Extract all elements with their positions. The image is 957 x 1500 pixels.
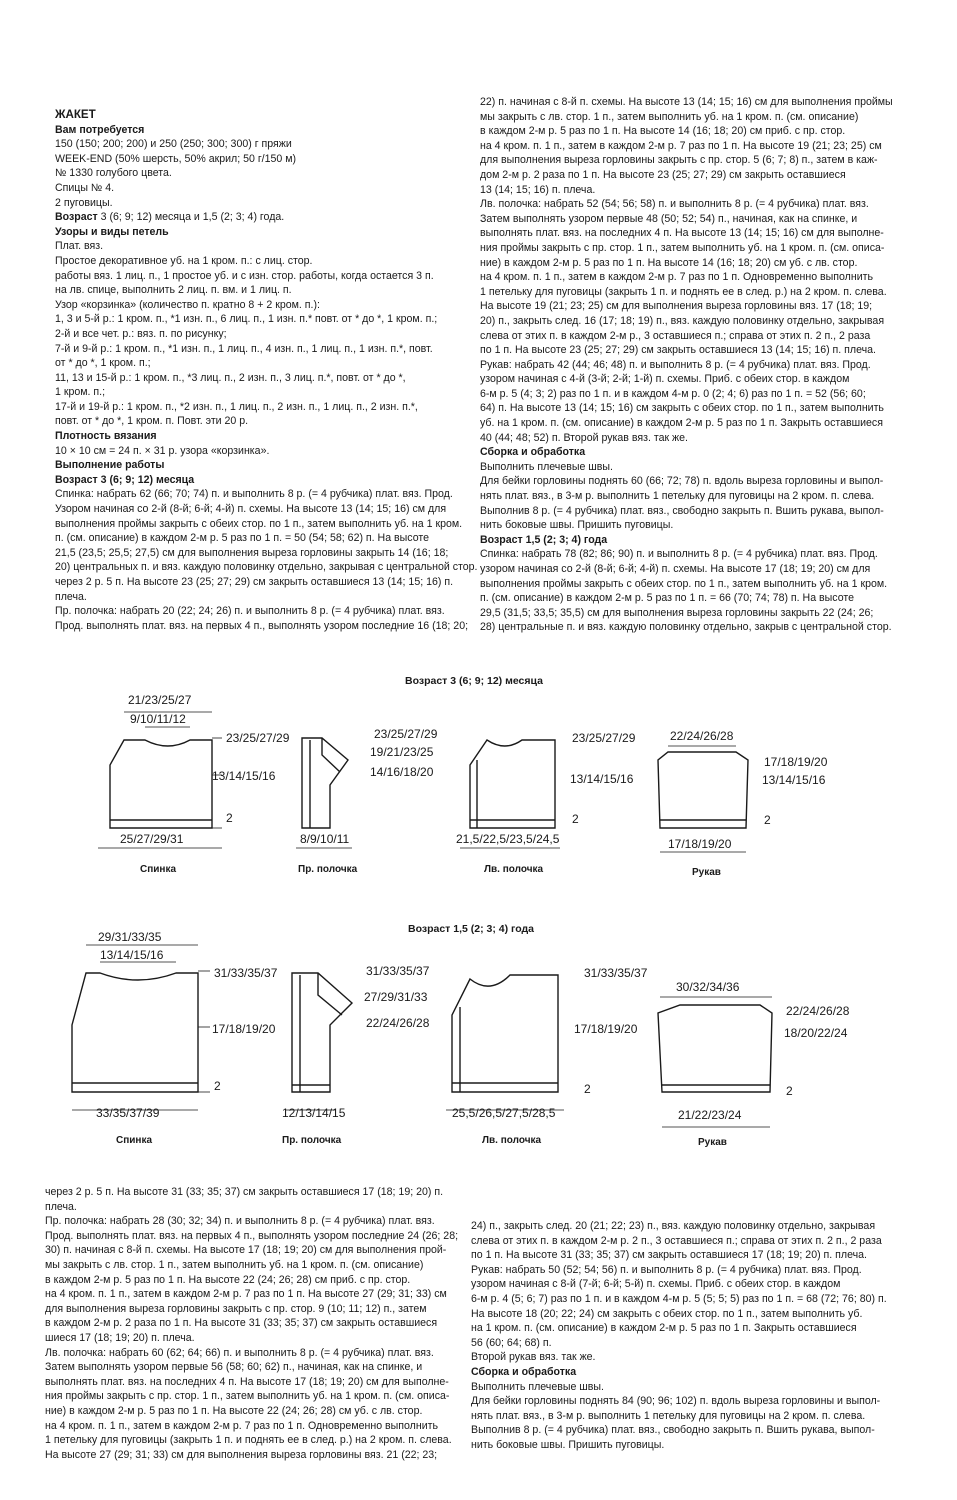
back-outline [72,973,198,1092]
right-front-armhole-label: 14/16/18/20 [370,765,434,779]
text-line: слева от этих п. в каждом 2-м р. 2 п., 3 оставшиеся п.; справа от этих п. 2 п., 2 раза [471,1234,882,1247]
text-line: Плотность вязания [55,430,157,443]
text-line: по 1 п. На высоте 31 (33; 35; 37) см закрыть оставшиеся 17 (18; 19; 20) п. плеча. [471,1249,867,1262]
text-line: Для бейки горловины поднять 60 (66; 72; 78) п. вдоль выреза горловины и выпол- [480,475,884,488]
text-line: 2 пуговицы. [55,196,113,209]
sleeve-cap-label: 13/14/15/16 [762,773,826,787]
text-line: Прод. выполнять плат. вяз. на первых 4 п., выполнять узором последние 16 (18; 20; [55,619,469,632]
text-line: Для бейки горловины поднять 84 (90; 96; 102) п. вдоль выреза горловины и выпол- [471,1395,881,1408]
text-line: плеча. [45,1200,77,1213]
diagram-a-title: Возраст 3 (6; 9; 12) месяца [405,675,543,687]
text-line: Возраст 3 (6; 9; 12) месяца [55,473,195,486]
sleeve-outline [658,1005,772,1092]
text-line: нить боковые швы. Пришить пуговицы. [480,519,674,532]
text-line: повт. от * до *, 1 кром. п. Повт. эти 20 р. [55,415,249,428]
left-front-armhole-label: 17/18/19/20 [574,1022,638,1036]
sleeve-top-label: 22/24/26/28 [670,729,734,743]
text-line: выполнения проймы закрыть с обеих стор. по 1 п., затем выполнить уб. на 1 кром. [55,517,463,530]
text-line: ние) в каждом 2-м р. 5 раз по 1 п. На высоте 14 (16; 18; 20) см уб. с лв. стор. [480,256,858,269]
back-width-label: 33/35/37/39 [96,1106,160,1120]
back-caption: Спинка [140,864,177,875]
text-column-right-bottom [471,1219,887,1453]
text-line: от * до *, 1 кром. п.; [55,357,151,370]
right-front-width-label: 12/13/14/15 [282,1106,346,1120]
sleeve-caption: Рукав [692,867,721,878]
text-line: по 1 п. На высоте 23 (25; 27; 29) см закрыть оставшиеся 13 (14; 15; 16) п. плеча. [480,344,876,357]
text-line: Прод. выполнять плат. вяз. на первых 4 п., выполнять узором последние 24 (26; 28; [45,1229,459,1242]
right-front-armhole-label: 22/24/26/28 [366,1016,430,1030]
text-line: Спинка: набрать 62 (66; 70; 74) п. и выполнить 8 р. (= 4 рубчика) плат. вяз. Прод. [55,488,453,501]
text-line: в каждом 2-м р. 5 раз по 1 п. На высоте 22 (24; 26; 28) см приб. с пр. стор. [45,1273,411,1286]
text-line: дом 2-м р. 2 раза по 1 п. На высоте 23 (25; 27; 29) см закрыть оставшиеся [480,168,846,181]
left-front-caption: Лв. полочка [482,1135,542,1146]
text-line: выполнения проймы закрыть с обеих стор. по 1 п., затем выполнить уб. на 1 кром. [480,577,888,590]
text-line: на 4 кром. п. 1 п., затем в каждом 2-м р. 7 раз по 1 п. На высоте 27 (29; 31; 33) см [45,1288,447,1301]
left-front-band-label: 2 [584,1082,591,1096]
left-front-outline [452,975,558,1092]
sleeve-height-label: 22/24/26/28 [786,1004,850,1018]
left-front-height-label: 23/25/27/29 [572,731,636,745]
sleeve-caption: Рукав [698,1137,727,1148]
right-front-caption: Пр. полочка [282,1135,342,1146]
text-line: для выполнения выреза горловины закрыть с пр. стор. 9 (10; 11; 12) п., затем [45,1302,427,1315]
text-line: плеча. [55,590,87,603]
text-line: 17-й и 19-й р.: 1 кром. п., *2 изн. п., 1 лиц. п., 2 изн. п., 1 лиц. п., 2 изн. п.*, [55,400,418,413]
text-line: 24) п., закрыть след. 20 (21; 22; 23) п., вяз. каждую половинку отдельно, закрывая [471,1220,876,1232]
text-line: Сборка и обработка [471,1365,577,1378]
text-line: 150 (150; 200; 200) и 250 (250; 300; 300) г пряжи [55,138,292,151]
right-front-height-label: 23/25/27/29 [374,727,438,741]
left-front-width-label: 25,5/26,5/27,5/28,5 [452,1106,556,1120]
text-line: мы закрыть с лв. стор. 1 п., затем выполнить уб. на 1 кром. п. (см. описание) [480,110,859,123]
sleeve-width-label: 21/22/23/24 [678,1108,742,1122]
text-line: 1, 3 и 5-й р.: 1 кром. п., *1 изн. п., 6 лиц. п., 1 изн. п.* повт. от * до *, 1 кром. п.; [55,313,438,326]
text-line: 6-м р. 4 (5; 6; 7) раз по 1 п. и в каждом 4-м р. 5 (5; 5; 5) раз по 1 п. = 68 (72; 76; 80) п. [471,1292,887,1305]
back-neck-label: 13/14/15/16 [100,948,164,962]
text-line: Рукав: набрать 42 (44; 46; 48) п. и выполнить 8 р. (= 4 рубчика) плат. вяз. Прод. [480,358,871,371]
sleeve-band-label: 2 [786,1084,793,1098]
back-height-label: 23/25/27/29 [226,731,290,745]
text-line: ние) в каждом 2-м р. 5 раз по 1 п. На высоте 22 (24; 26; 28) см уб. с лв. стор. [45,1404,423,1417]
text-line: WEEK-END (50% шерсть, 50% акрил; 50 г/150 м) [55,152,297,165]
text-line: Лв. полочка: набрать 52 (54; 56; 58) п. и выполнить 8 р. (= 4 рубчика) плат. вяз. [480,198,869,211]
text-line: 2-й и все чет. р.: вяз. п. по рисунку; [55,327,227,340]
text-line: через 2 р. 5 п. На высоте 23 (25; 27; 29) см закрыть оставшиеся 13 (14; 15; 16) п. [55,576,454,588]
back-band-label: 2 [214,1079,221,1093]
back-width-label: 25/27/29/31 [120,832,184,846]
text-line: 1 кром. п.; [55,386,106,399]
text-column-left-top [55,108,478,633]
text-line: Выполнив 8 р. (= 4 рубчика) плат. вяз., свободно закрыть п. Вшить рукава, выпол- [471,1424,875,1437]
text-line: нить боковые швы. Пришить пуговицы. [471,1438,665,1451]
text-line: 22) п. начиная с 8-й п. схемы. На высоте 13 (14; 15; 16) см для выполнения проймы [480,96,893,108]
text-line: п. (см. описание) в каждом 2-м р. 5 раз по 1 п. = 66 (70; 74; 78) п. На высоте [480,592,854,605]
text-line: узором начиная с 4-й (3-й; 2-й; 1-й) п. схемы. Приб. с обеих стор. в каждом [480,373,850,386]
text-line: нять плат. вяз., в 3-м р. выполнить 1 петельку для пуговицы на 2 кром. п. слева. [480,490,875,503]
text-line: Затем выполнять узором первые 56 (58; 60; 62) п., начиная, как на спинке, и [45,1361,423,1374]
text-line: слева от этих п. в каждом 2-м р., 3 оставшиеся п.; справа от этих п. 2 п., 2 раза [480,329,871,342]
text-line: 29,5 (31,5; 33,5; 35,5) см для выполнения выреза горловины закрыть 22 (24; 26; [480,606,874,619]
left-front-band-label: 2 [572,812,579,826]
text-line: узором начиная с 8-й (7-й; 6-й; 5-й) п. схемы. Приб. с обеих стор. в каждом [471,1278,841,1291]
diagram-b-title: Возраст 1,5 (2; 3; 4) года [408,923,535,935]
text-line: Рукав: набрать 50 (52; 54; 56) п. и выполнить 8 р. (= 4 рубчика) плат. вяз. Прод. [471,1263,862,1276]
text-line: п. (см. описание) в каждом 2-м р. 5 раз по 1 п. = 50 (54; 58; 62) п. На высоте [55,532,429,545]
diagram-a [0,660,957,905]
left-front-outline [470,740,555,828]
text-line: 20) п., закрыть след. 16 (17; 18; 19) п., вяз. каждую половинку отдельно, закрывая [480,314,885,327]
text-line: нять плат. вяз., в 3-м р. выполнить 1 петельку для пуговицы на 2 кром. п. слева. [471,1409,866,1422]
text-line: 1 петельку для пуговицы (закрыть 1 п. и поднять ее в след. р.) на 2 кром. п. слева. [45,1434,452,1447]
text-line: Сборка и обработка [480,446,586,459]
sleeve-band-label: 2 [764,813,771,827]
back-top-label: 29/31/33/35 [98,930,162,944]
sleeve-width-label: 17/18/19/20 [668,837,732,851]
text-column-left-bottom [45,1185,459,1462]
left-front-height-label: 31/33/35/37 [584,966,648,980]
sleeve-height-label: 17/18/19/20 [764,755,828,769]
text-line: Спицы № 4. [55,181,115,194]
text-line: в каждом 2-м р. 2 раза по 1 п. На высоте 31 (33; 35; 37) см закрыть оставшиеся [45,1317,438,1330]
text-line: На высоте 18 (20; 22; 24) см закрыть с обеих стор. по 1 п., затем выполнить уб. [471,1307,863,1320]
right-front-width-label: 8/9/10/11 [300,832,350,846]
back-band-label: 2 [226,811,233,825]
text-line: Второй рукав вяз. так же. [471,1351,596,1364]
text-line: Простое декоративное уб. на 1 кром. п.: с лиц. стор. [55,254,313,267]
text-line: на 4 кром. п. 1 п., затем в каждом 2-м р. 7 раз по 1 п. Одновременно выполнить [45,1419,438,1432]
back-outline [110,740,212,828]
text-line: через 2 р. 5 п. На высоте 31 (33; 35; 37) см закрыть оставшиеся 17 (18; 19; 20) п. [45,1186,444,1198]
text-line: На высоте 27 (29; 31; 33) см для выполнения выреза горловины вяз. 21 (22; 23; [45,1448,438,1461]
text-line: ния проймы закрыть с пр. стор. 1 п., затем выполнить уб. на 1 кром. п. (см. описа- [480,241,885,254]
back-caption: Спинка [116,1135,153,1146]
left-front-width-label: 21,5/22,5/23,5/24,5 [456,832,560,846]
text-line: Возраст 3 (6; 9; 12) месяца и 1,5 (2; 3; 4) года. [55,211,285,224]
text-line: 11, 13 и 15-й р.: 1 кром. п., *3 лиц. п., 2 изн. п., 3 лиц. п.*, повт. от * до *, [55,371,406,384]
text-line: Затем выполнять узором первые 48 (50; 52; 54) п., начиная, как на спинке, и [480,212,858,225]
sleeve-outline [658,752,748,828]
text-line: в каждом 2-м р. 5 раз по 1 п. На высоте 14 (16; 18; 20) см приб. с пр. стор. [480,125,846,138]
text-line: 21,5 (23,5; 25,5; 27,5) см для выполнения выреза горловины закрыть 14 (16; 18; [55,546,449,559]
text-line: 10 × 10 см = 24 п. × 31 р. узора «корзинка». [55,444,270,457]
text-line: шиеся 17 (18; 19; 20) п. плеча. [45,1331,195,1344]
right-front-neck-label: 27/29/31/33 [364,990,428,1004]
text-line: Плат. вяз. [55,240,104,253]
right-front-neck-label: 19/21/23/25 [370,745,434,759]
text-line: Возраст 1,5 (2; 3; 4) года [480,533,608,546]
text-line: Выполнив 8 р. (= 4 рубчика) плат. вяз., свободно закрыть п. Вшить рукава, выпол- [480,504,884,517]
right-front-outline [292,973,352,1092]
text-line: 1 петельку для пуговицы (закрыть 1 п. и поднять ее в след. р.) на 2 кром. п. слева. [480,285,887,298]
text-line: Выполнить плечевые швы. [471,1380,604,1393]
text-line: выполнять плат. вяз. на последних 4 п. На высоте 13 (14; 15; 16) см для выполне- [480,227,884,240]
text-line: 40 (44; 48; 52) п. Второй рукав вяз. так же. [480,431,688,444]
text-line: № 1330 голубого цвета. [55,167,172,180]
text-line: узором начиная со 2-й (8-й; 6-й; 4-й) п. схемы. На высоте 17 (18; 19; 20) см для [480,563,871,575]
back-armhole-label: 13/14/15/16 [212,769,276,783]
right-front-height-label: 31/33/35/37 [366,964,430,978]
text-line: 30) п. начиная с 8-й п. схемы. На высоте 17 (18; 19; 20) см для выполнения прой- [45,1244,447,1257]
text-line: ния проймы закрыть с пр. стор. 1 п., затем выполнить уб. на 1 кром. п. (см. описа- [45,1390,450,1403]
left-front-armhole-label: 13/14/15/16 [570,772,634,786]
text-line: 13 (14; 15; 16) п. плеча. [480,183,596,196]
back-height-label: 31/33/35/37 [214,966,278,980]
text-line: для выполнения выреза горловины закрыть с пр. стор. 5 (6; 7; 8) п., затем в каж- [480,154,878,167]
text-line: на лв. спице, выполнить 2 лиц. п. вм. и 1 лиц. п. [55,284,292,297]
text-column-right-top [480,95,893,635]
sleeve-top-label: 30/32/34/36 [676,980,740,994]
text-line: мы закрыть с лв. стор. 1 п., затем выполнить уб. на 1 кром. п. (см. описание) [45,1258,424,1271]
text-line: выполнять плат. вяз. на последних 4 п. На высоте 17 (18; 19; 20) см для выполне- [45,1375,449,1388]
text-line: работы вяз. 1 лиц. п., 1 простое уб. и с изн. стор. работы, когда остается 3 п. [55,269,434,282]
text-line: На высоте 19 (21; 23; 25) см для выполнения выреза горловины вяз. 17 (18; 19; [480,300,873,313]
text-line: Узоры и виды петель [55,225,169,238]
text-line: Выполнить плечевые швы. [480,460,613,473]
text-line: уб. на 1 кром. п. (см. описание) в каждом 2-м р. 5 раз по 1 п. Закрыть оставшиеся [480,417,883,430]
text-line: 7-й и 9-й р.: 1 кром. п., *1 изн. п., 1 лиц. п., 4 изн. п., 1 лиц. п., 1 изн. п.*, повт. [55,342,433,355]
text-line: 56 (60; 64; 68) п. [471,1336,552,1349]
text-line: на 4 кром. п. 1 п., затем в каждом 2-м р. 7 раз по 1 п. Одновременно выполнить [480,271,873,284]
back-top-label: 21/23/25/27 [128,693,192,707]
text-line: Узором начиная со 2-й (8-й; 6-й; 4-й) п. схемы. На высоте 13 (14; 15; 16) см для [55,503,447,516]
right-front-caption: Пр. полочка [298,864,358,875]
text-line: на 4 кром. п. 1 п., затем в каждом 2-м р. 7 раз по 1 п. На высоте 19 (21; 23; 25) см [480,139,882,152]
text-line: Пр. полочка: набрать 20 (22; 24; 26) п. и выполнить 8 р. (= 4 рубчика) плат. вяз. [55,605,445,618]
text-line: на 1 кром. п. (см. описание) в каждом 2-м р. 5 раз по 1 п. Закрыть оставшиеся [471,1322,857,1335]
text-line: Лв. полочка: набрать 60 (62; 64; 66) п. и выполнить 8 р. (= 4 рубчика) плат. вяз. [45,1346,434,1359]
text-line: Спинка: набрать 78 (82; 86; 90) п. и выполнить 8 р. (= 4 рубчика) плат. вяз. Прод. [480,548,878,561]
text-line: 28) центральные п. и вяз. каждую половинку отдельно, закрыв с центральной стор. [480,621,892,634]
left-front-caption: Лв. полочка [484,864,544,875]
text-line: Выполнение работы [55,459,165,472]
text-line: Пр. полочка: набрать 28 (30; 32; 34) п. и выполнить 8 р. (= 4 рубчика) плат. вяз. [45,1215,435,1228]
text-line: 20) центральных п. и вяз. каждую половинку отдельно, закрывая с центральной стор. [55,561,478,574]
text-line: 6-м р. 5 (4; 3; 2) раз по 1 п. и в каждом 4-м р. 0 (2; 4; 6) раз по 1 п. = 52 (56; 60; [480,387,866,400]
text-line: 64) п. На высоте 13 (14; 15; 16) см закрыть с обеих стор. по 1 п., затем выполнить [480,402,884,415]
text-line: ЖАКЕТ [55,108,96,121]
back-armhole-label: 17/18/19/20 [212,1022,276,1036]
right-front-outline [302,738,348,828]
text-line: Вам потребуется [55,123,145,136]
diagram-b [0,915,957,1160]
back-neck-label: 9/10/11/12 [130,712,186,726]
sleeve-cap-label: 18/20/22/24 [784,1026,848,1040]
text-line: Узор «корзинка» (количество п. кратно 8 + 2 кром. п.): [55,298,320,311]
